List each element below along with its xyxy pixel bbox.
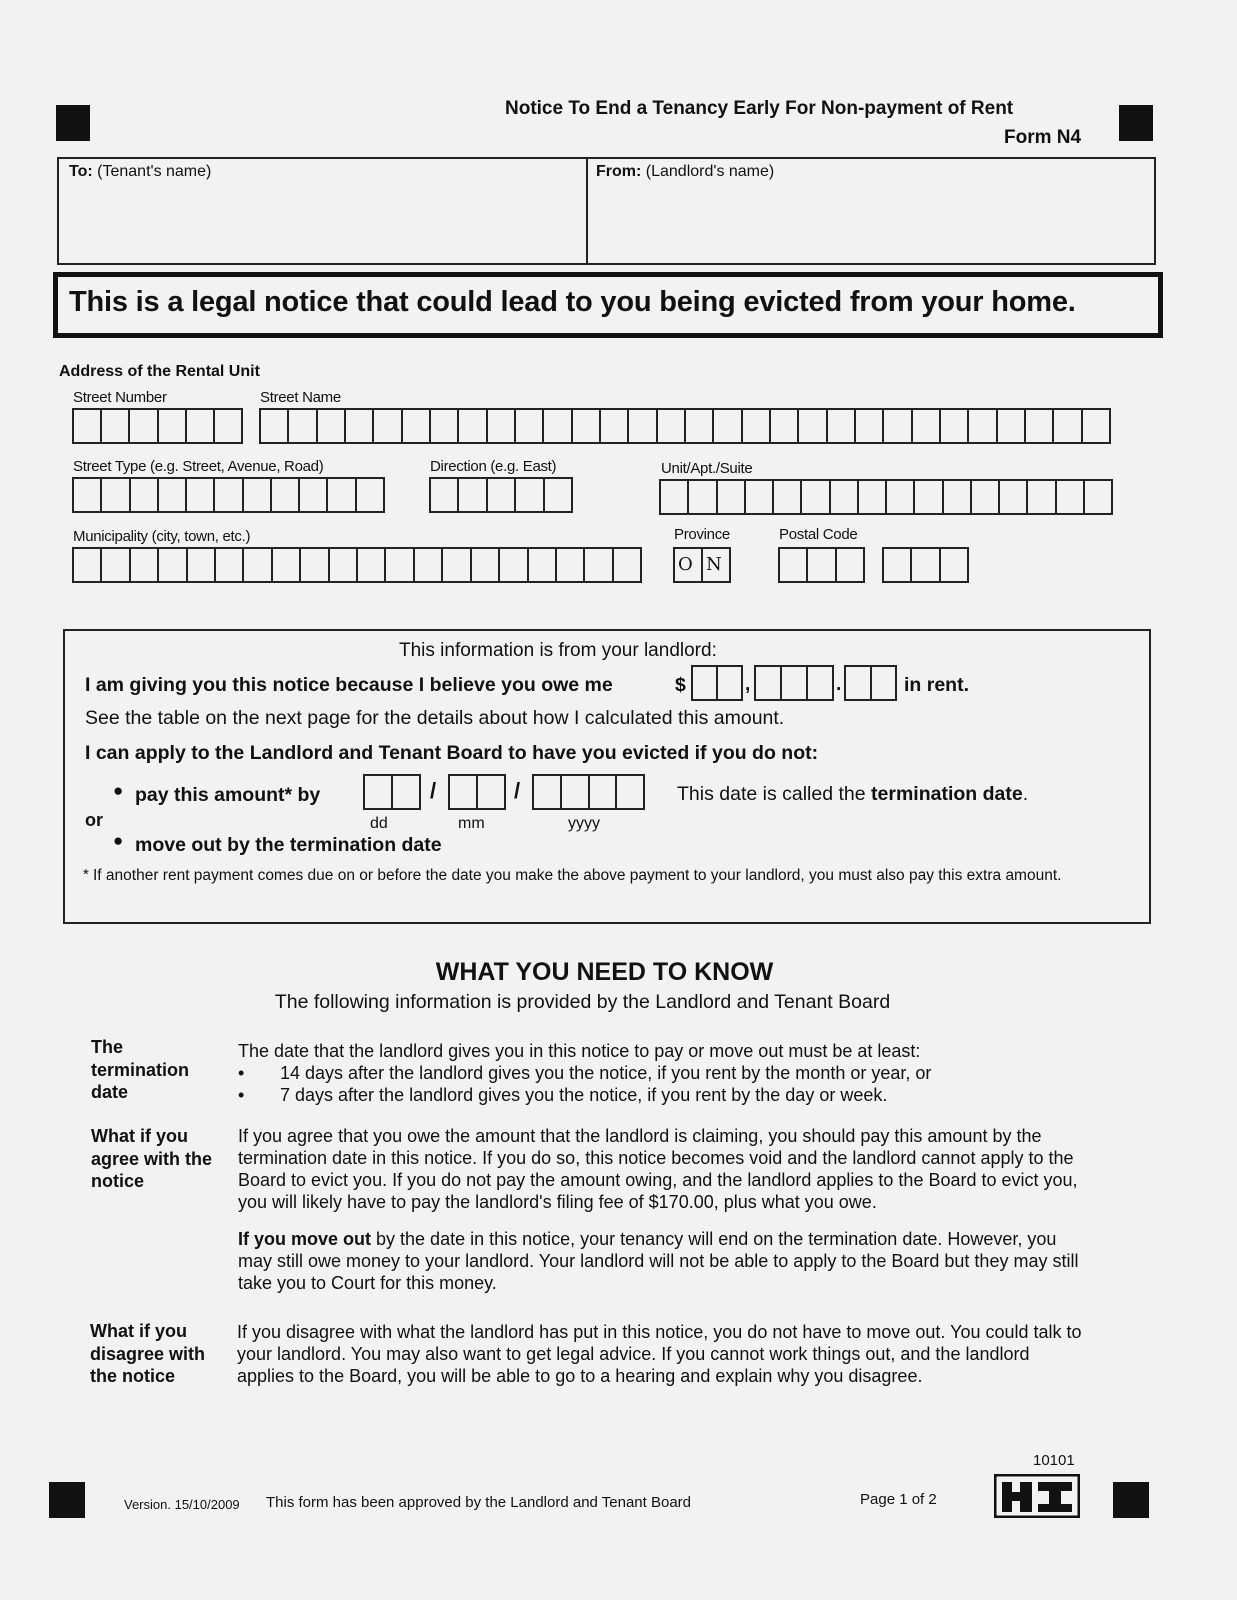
form-number: Form N4	[1004, 127, 1082, 148]
date-slash-2: /	[514, 778, 521, 803]
date-slash-1: /	[430, 778, 437, 803]
form-title: Notice To End a Tenancy Early For Non-payment of Rent	[505, 98, 1014, 119]
agree-section-label: What if you agree with the notice	[91, 1126, 213, 1191]
termination-section-text: The date that the landlord gives you in this notice to pay or move out must be at least:	[238, 1041, 921, 1061]
in-rent-label: in rent.	[904, 674, 970, 696]
tenant-name-hint: (Tenant's name)	[97, 163, 212, 180]
direction-input[interactable]	[429, 477, 573, 513]
termination-date-term: termination date	[871, 783, 1023, 805]
move-out-section-text: If you move out by the date in this notice, your tenancy will end on the termination date. However, you may still owe money to your landlord. Your landlord will not be able to apply to the Board but they may still take you to Court for this money.	[238, 1229, 1079, 1293]
amount-comma: ,	[745, 674, 751, 695]
landlord-name-hint: (Landlord's name)	[645, 163, 775, 180]
disagree-section-label: What if you disagree with the notice	[90, 1321, 206, 1386]
know-subheading: The following information is provided by the Landlord and Tenant Board	[274, 991, 891, 1013]
postal-code-second-input[interactable]	[882, 547, 969, 583]
footnote-star: *	[83, 866, 89, 883]
street-number-input[interactable]	[72, 408, 243, 444]
municipality-input[interactable]	[72, 547, 642, 583]
province-input[interactable]	[673, 547, 731, 583]
registration-mark-top-right	[1119, 105, 1153, 141]
unit-label: Unit/Apt./Suite	[661, 460, 753, 477]
page-number: Page 1 of 2	[860, 1491, 937, 1508]
termination-bullet: • 7 days after the landlord gives you the notice, if you rent by the day or week.	[238, 1085, 888, 1105]
version-label: Version. 15/10/2009	[124, 1497, 240, 1512]
street-type-label: Street Type (e.g. Street, Avenue, Road)	[73, 458, 324, 475]
province-char-2: N	[706, 554, 722, 575]
landlord-info-intro: This information is from your landlord:	[399, 640, 717, 661]
know-heading: WHAT YOU NEED TO KNOW	[435, 958, 774, 986]
ltb-logo	[994, 1474, 1080, 1518]
street-type-input[interactable]	[72, 477, 385, 513]
street-name-input[interactable]	[259, 408, 1111, 444]
landlord-info-box	[63, 629, 1151, 924]
form-code: 10101	[1033, 1452, 1075, 1469]
postal-code-first-input[interactable]	[778, 547, 865, 583]
can-apply-statement: I can apply to the Landlord and Tenant Board to have you evicted if you do not:	[85, 742, 819, 764]
termination-year-input[interactable]	[532, 774, 645, 810]
registration-mark-bottom-left	[49, 1482, 85, 1518]
landlord-name-field[interactable]	[588, 159, 1154, 263]
postal-code-label: Postal Code	[779, 526, 858, 543]
owe-amount-line: I am giving you this notice because I believe you owe me	[85, 674, 613, 696]
move-out-label: move out by the termination date	[135, 834, 442, 856]
mm-label: mm	[458, 815, 485, 832]
dd-label: dd	[370, 815, 388, 832]
termination-day-input[interactable]	[363, 774, 421, 810]
approved-note: This form has been approved by the Landlord and Tenant Board	[266, 1494, 692, 1511]
legal-warning-banner	[53, 272, 1163, 338]
to-label: To:	[69, 163, 93, 180]
ltb-logo-mark	[994, 1474, 1080, 1518]
tenant-name-field[interactable]	[59, 159, 588, 263]
termination-date-note: This date is called the termination date.	[677, 783, 1029, 805]
legal-warning-text: This is a legal notice that could lead to you being evicted from your home.	[69, 286, 1076, 318]
direction-label: Direction (e.g. East)	[430, 458, 557, 475]
province-char-1: O	[675, 549, 703, 581]
street-number-label: Street Number	[73, 389, 167, 406]
pay-amount-by-label: pay this amount* by	[135, 784, 321, 806]
bullet-pay-icon: ●	[113, 781, 124, 800]
disagree-section-text: If you disagree with what the landlord has put in this notice, you do not have to move out. You could talk to your landlord. You may also want to get legal advice. If you cannot work things out, and the landlord applies to the Board, you will be able to go to a hearing and explain why you disagree.	[237, 1322, 1082, 1386]
agree-section-text: If you agree that you owe the amount that the landlord is claiming, you should pay this amount by the termination date in this notice. If you do so, this notice becomes void and the landlord cannot apply to the Board to evict you. If you do not pay the amount owing, and the landlord applies to the Board to evict you, you will likely have to pay the landlord's filing fee of $170.00, plus what you owe.	[238, 1126, 1078, 1212]
dollar-sign: $	[675, 674, 686, 696]
address-heading: Address of the Rental Unit	[59, 363, 260, 380]
unit-input[interactable]	[659, 479, 1113, 515]
termination-bullet: • 14 days after the landlord gives you the notice, if you rent by the month or year, or	[238, 1063, 932, 1083]
termination-bullets	[238, 1062, 931, 1106]
or-label: or	[85, 810, 103, 830]
termination-month-input[interactable]	[448, 774, 506, 810]
municipality-label: Municipality (city, town, etc.)	[73, 528, 251, 545]
move-out-bold-lead: If you move out	[238, 1229, 372, 1249]
street-name-label: Street Name	[260, 389, 341, 406]
yyyy-label: yyyy	[568, 815, 600, 832]
see-table-note: See the table on the next page for the details about how I calculated this amount.	[85, 707, 785, 729]
termination-section-label: The termination date	[91, 1037, 190, 1102]
amount-dollars-input[interactable]	[754, 665, 834, 701]
footnote-text: If another rent payment comes due on or before the date you make the above payment to your landlord, you must also pay this extra amount.	[93, 867, 1062, 884]
amount-cents-input[interactable]	[844, 665, 897, 701]
registration-mark-top-left	[56, 105, 90, 141]
parties-box	[57, 157, 1156, 265]
registration-mark-bottom-right	[1113, 1482, 1149, 1518]
amount-thousands-input[interactable]	[691, 665, 743, 701]
bullet-move-out-icon: ●	[113, 831, 124, 850]
province-label: Province	[674, 526, 730, 543]
from-label: From:	[596, 163, 642, 180]
amount-decimal-point: .	[836, 674, 842, 695]
